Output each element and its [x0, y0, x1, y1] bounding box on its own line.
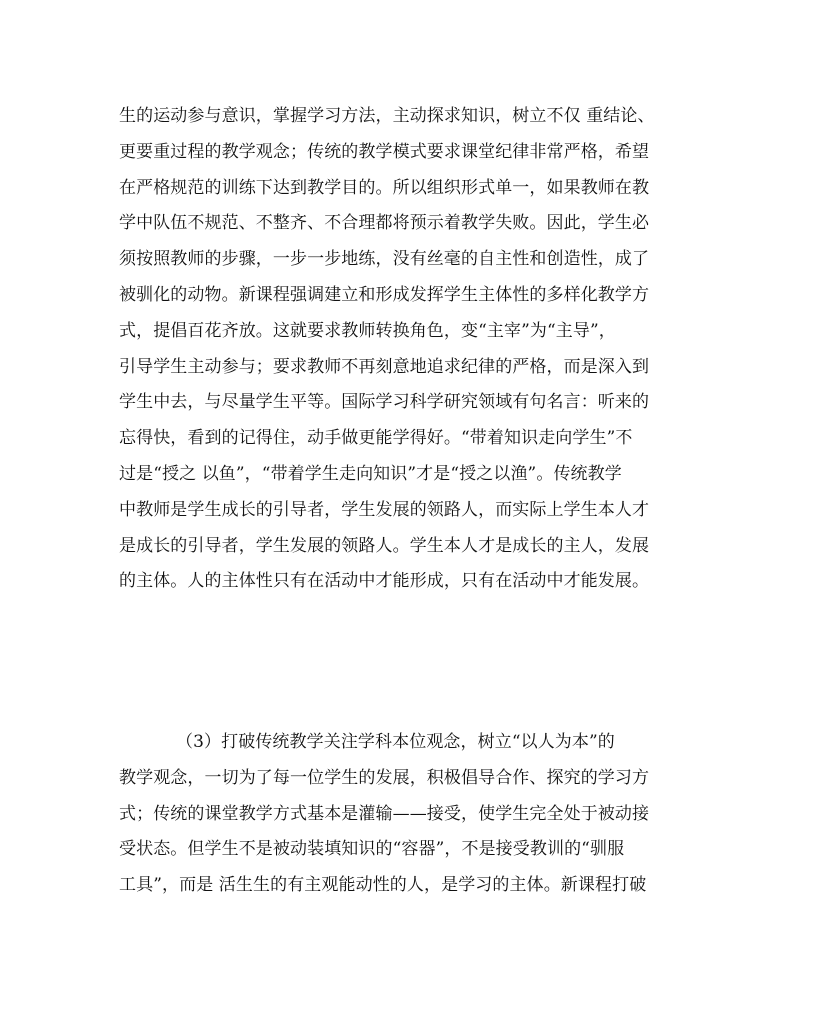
text-line: 被驯化的动物。新课程强调建立和形成发挥学生主体性的多样化教学方 — [119, 285, 650, 305]
text-line: 在严格规范的训练下达到教学目的。所以组织形式单一，如果教师在教 — [119, 177, 650, 198]
text-line: 引导学生主动参与；要求教师不再刻意地追求纪律的严格，而是深入到 — [119, 356, 650, 377]
text-line: 式，提倡百花齐放。这就要求教师转换角色，变“主宰”为“主导”， — [119, 320, 616, 341]
text-line: 生的运动参与意识，掌握学习方法，主动探求知识，树立不仅 重结论、 — [119, 106, 655, 126]
text-line: 更要重过程的教学观念；传统的教学模式要求课堂纪律非常严格，希望 — [119, 141, 650, 162]
text-line: （3）打破传统教学关注学科本位观念，树立“以人为本”的 — [176, 732, 615, 752]
text-line: 教学观念，一切为了每一位学生的发展，积极倡导合作、探究的学习方 — [119, 767, 650, 788]
text-line: 工具”，而是 活生生的有主观能动性的人，是学习的主体。新课程打破 — [119, 875, 647, 896]
text-line: 受状态。但学生不是被动装填知识的“容器”，不是接受教训的“驯服 — [119, 839, 625, 860]
text-line: 中教师是学生成长的引导者，学生发展的领路人，而实际上学生本人才 — [119, 499, 650, 520]
text-line: 过是“授之 以鱼”，“带着学生走向知识”才是“授之以渔”。传统教学 — [119, 464, 622, 484]
text-line: 是成长的引导者，学生发展的领路人。学生本人才是成长的主人，发展 — [119, 535, 650, 556]
text-line: 式；传统的课堂教学方式基本是灌输——接受，使学生完全处于被动接 — [119, 803, 650, 824]
text-line: 的主体。人的主体性只有在活动中才能形成，只有在活动中才能发展。 — [119, 571, 650, 592]
text-line: 须按照教师的步骤，一步一步地练，没有丝毫的自主性和创造性，成了 — [119, 249, 650, 270]
text-line: 忘得快，看到的记得住，动手做更能学得好。“带着知识走向学生”不 — [119, 428, 633, 449]
text-line: 学生中去，与尽量学生平等。国际学习科学研究领域有句名言：听来的 — [119, 392, 650, 413]
text-line: 学中队伍不规范、不整齐、不合理都将预示着教学失败。因此，学生必 — [119, 213, 650, 234]
